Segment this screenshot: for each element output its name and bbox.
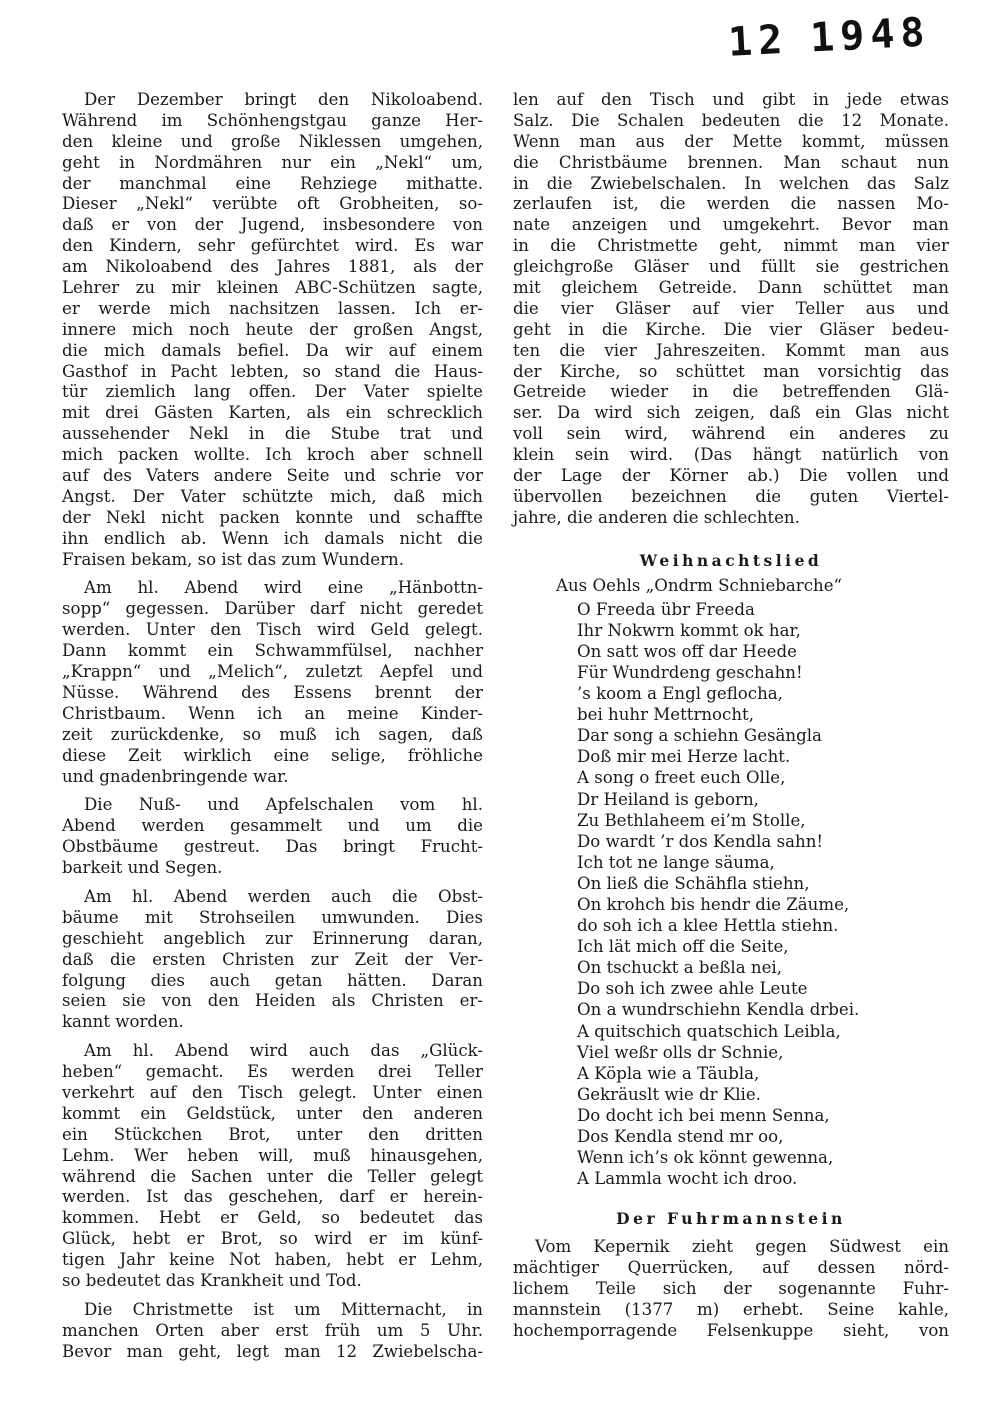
text-line: len auf den Tisch und gibt in jede etwas <box>513 90 949 109</box>
text-line: ’s koom a Engl geflocha, <box>577 684 783 704</box>
text-line: Dann kommt ein Schwammfülsel, nachher <box>62 641 483 661</box>
text-line: während die Sachen unter die Teller gelegt <box>62 1166 483 1186</box>
text-line: nate anzeigen und umgekehrt. Bevor man <box>513 215 949 235</box>
paragraph <box>62 887 483 1033</box>
text-line: Am hl. Abend wird eine „Hänbottn- <box>84 578 483 598</box>
text-line: mannstein (1377 m) erhebt. Seine kahle, <box>513 1300 949 1319</box>
text-line: tür ziemlich lang offen. Der Vater spielte <box>62 382 483 402</box>
text-line: jahre, die anderen die schlechten. <box>513 507 800 527</box>
text-line: klein sein wird. (Das hängt natürlich von <box>513 445 949 465</box>
text-line: seien sie von den Heiden als Christen er- <box>62 991 483 1011</box>
text-line: A song o freet euch Olle, <box>577 768 786 788</box>
poem-source: Aus Oehls „Ondrm Schniebarche“ <box>556 575 843 595</box>
text-line: kommen. Hebt er Geld, so bedeutet das <box>62 1208 483 1228</box>
text-line: On a wundrschiehn Kendla drbei. <box>577 1000 860 1020</box>
text-line: Gasthof in Pacht lebten, so stand die Haus- <box>62 361 483 381</box>
text-line: Bevor man geht, legt man 12 Zwiebelscha- <box>62 1341 483 1361</box>
text-line: mit drei Gästen Karten, als ein schrecklich <box>62 403 483 423</box>
text-line: mit gleichem Getreide. Dann schüttet man <box>513 278 949 298</box>
text-line: Do docht ich bei menn Senna, <box>577 1105 830 1125</box>
text-line: Obstbäume gestreut. Das bringt Frucht- <box>62 837 483 857</box>
text-line: Die Christmette ist um Mitternacht, in <box>84 1299 483 1319</box>
text-line: Wenn man aus der Mette kommt, müssen <box>513 131 949 151</box>
text-line: so bedeutet das Krankheit und Tod. <box>62 1270 362 1290</box>
archive-stamp <box>727 8 954 66</box>
paragraph <box>62 795 483 879</box>
stamp-number: 12 <box>726 16 790 66</box>
text-line: barkeit und Segen. <box>62 858 223 878</box>
paragraph <box>62 1041 483 1292</box>
text-line: bei huhr Mettrnocht, <box>577 705 754 725</box>
text-line: kannt worden. <box>62 1012 184 1032</box>
paragraph <box>62 578 483 787</box>
poem-title: Weihnachtslied <box>639 550 823 570</box>
text-line: in die Zwiebelschalen. In welchen das Salz <box>513 173 949 193</box>
text-line: On satt wos off dar Heede <box>577 641 797 661</box>
text-line: Lehrer zu mir kleinen ABC-Schützen sagte, <box>62 278 483 298</box>
text-line: den kleine und große Niklessen umgehen, <box>62 131 483 151</box>
text-line: aussehender Nekl in die Stube trat und <box>62 424 483 444</box>
text-line: Dos Kendla stend mr oo, <box>577 1127 784 1147</box>
text-line: Salz. Die Schalen bedeuten die 12 Monate. <box>513 110 949 130</box>
text-line: Wenn ich’s ok könnt gewenna, <box>577 1148 834 1168</box>
text-line: Do soh ich zwee ahle Leute <box>577 979 808 999</box>
text-line: Ihr Nokwrn kommt ok har, <box>577 620 801 640</box>
text-line: ihn endlich ab. Wenn ich damals nicht die <box>62 528 483 548</box>
text-line: Getreide wieder in die betreffenden Glä- <box>513 382 949 402</box>
text-line: hochemporragende Felsenkuppe sieht, von <box>513 1320 949 1340</box>
text-line: Am hl. Abend werden auch die Obst- <box>84 886 483 906</box>
text-line: do soh ich a klee Hettla stiehn. <box>577 916 839 936</box>
text-line: Glück, hebt er Brot, so wird er im künf- <box>62 1229 483 1249</box>
text-line: am Nikoloabend des Jahres 1881, als der <box>62 257 483 277</box>
text-line: ein Stückchen Brot, unter den dritten <box>62 1124 483 1144</box>
text-line: Dr Heiland is geborn, <box>577 789 759 809</box>
text-line: werden. Ist das geschehen, darf er herein- <box>62 1187 483 1207</box>
text-line: folgung dies auch getan hätten. Daran <box>62 970 483 990</box>
text-line: On tschuckt a beßla nei, <box>577 958 782 978</box>
text-line: er werde mich nachsitzen lassen. Ich er- <box>62 298 483 318</box>
paragraph <box>62 1300 483 1363</box>
text-line: Dieser „Nekl“ verübte oft Grobheiten, so- <box>62 194 483 214</box>
text-line: verkehrt auf den Tisch gelegt. Unter einen <box>62 1082 483 1102</box>
text-line: in die Christmette geht, nimmt man vier <box>513 236 949 256</box>
text-line: kommt ein Geldstück, unter den anderen <box>62 1103 483 1123</box>
text-line: Der Dezember bringt den Nikoloabend. <box>84 90 483 109</box>
stamp-year: 1948 <box>809 9 932 62</box>
text-line: werden. Unter den Tisch wird Geld gelegt. <box>62 620 483 640</box>
text-line: die mich damals befiel. Da wir auf einem <box>62 340 483 360</box>
text-line: auf des Vaters andere Seite und schrie vor <box>62 466 483 486</box>
text-line: voll sein wird, während ein anderes zu <box>513 424 949 444</box>
text-line: geht in die Kirche. Die vier Gläser bedeu- <box>513 319 949 339</box>
text-line: gleichgroße Gläser und füllt sie gestrichen <box>513 257 949 277</box>
text-line: übervollen bezeichnen die guten Viertel- <box>513 486 949 506</box>
poem <box>513 599 949 1190</box>
paragraph <box>62 90 483 570</box>
text-line: Do wardt ’r dos Kendla sahn! <box>577 831 824 851</box>
text-line: geht in Nordmähren nur ein „Nekl“ um, <box>62 152 483 172</box>
section-title: Der Fuhrmannstein <box>616 1209 846 1229</box>
left-column <box>62 90 483 1371</box>
text-line: der manchmal eine Rehziege mithatte. <box>62 173 483 193</box>
text-line: Dar song a schiehn Gesängla <box>577 726 822 746</box>
text-line: daß die ersten Christen zur Zeit der Ver- <box>62 949 483 969</box>
text-line: daß er von der Jugend, insbesondere von <box>62 215 483 235</box>
text-line: bäume mit Strohseilen umwunden. Dies <box>62 907 483 927</box>
continuation-paragraph <box>513 90 949 529</box>
text-line: Für Wundrdeng geschahn! <box>577 662 803 682</box>
text-line: „Krappn“ und „Melich“, zuletzt Aepfel und <box>62 662 483 682</box>
text-line: Während im Schönhengstgau ganze Her- <box>62 110 483 130</box>
text-line: mächtiger Querrücken, auf dessen nörd- <box>513 1258 949 1278</box>
text-line: Vom Kepernik zieht gegen Südwest ein <box>535 1237 949 1257</box>
text-line: Angst. Der Vater schützte mich, daß mich <box>62 486 483 506</box>
text-line: sopp“ gegessen. Darüber darf nicht geredet <box>62 599 483 619</box>
text-line: Doß mir mei Herze lacht. <box>577 747 791 767</box>
text-line: die Christbäume brennen. Man schaut nun <box>513 152 949 172</box>
text-line: Lehm. Wer heben will, muß hinausgehen, <box>62 1145 483 1165</box>
text-line: ser. Da wird sich zeigen, daß ein Glas nicht <box>513 403 949 423</box>
text-line: den Kindern, sehr gefürchtet wird. Es war <box>62 236 483 256</box>
text-line: Nüsse. Während des Essens brennt der <box>62 682 483 702</box>
text-line: Die Nuß- und Apfelschalen vom hl. <box>84 795 483 815</box>
text-line: der Lage der Körner ab.) Die vollen und <box>513 466 949 486</box>
text-line: heben“ gemacht. Es werden drei Teller <box>62 1062 483 1082</box>
section-paragraph <box>513 1237 949 1341</box>
text-line: Am hl. Abend wird auch das „Glück- <box>84 1041 483 1061</box>
text-line: O Freeda übr Freeda <box>577 599 755 619</box>
text-line: A quitschich quatschich Leibla, <box>577 1021 841 1041</box>
text-line: manchen Orten aber erst früh um 5 Uhr. <box>62 1320 483 1340</box>
text-line: Zu Bethlaheem ei’m Stolle, <box>577 810 806 830</box>
text-line: Abend werden gesammelt und um die <box>62 816 483 836</box>
text-line: tigen Jahr keine Not haben, hebt er Lehm, <box>62 1250 483 1270</box>
text-line: A Lammla wocht ich droo. <box>577 1169 798 1189</box>
text-line: der Nekl nicht packen konnte und schaffte <box>62 507 483 527</box>
text-line: und gnadenbringende war. <box>62 766 289 786</box>
text-line: A Köpla wie a Täubla, <box>577 1063 760 1083</box>
text-line: innere mich noch heute der großen Angst, <box>62 319 483 339</box>
text-line: Ich tot ne lange säuma, <box>577 852 775 872</box>
text-line: Viel weßr olls dr Schnie, <box>577 1042 784 1062</box>
text-line: der Kirche, so schüttet man vorsichtig das <box>513 361 949 381</box>
right-column <box>513 90 949 1350</box>
text-line: Ich lät mich off die Seite, <box>577 937 789 957</box>
text-line: Christbaum. Wenn ich an meine Kinder- <box>62 703 483 723</box>
text-line: On ließ die Schähfla stiehn, <box>577 873 810 893</box>
text-line: Gekräuslt wie dr Klie. <box>577 1084 761 1104</box>
text-line: mich packen wollte. Ich kroch aber schnell <box>62 445 483 465</box>
text-line: Fraisen bekam, so ist das zum Wundern. <box>62 549 405 569</box>
text-line: zeit zurückdenke, so muß ich sagen, daß <box>62 724 483 744</box>
text-line: diese Zeit wirklich eine selige, fröhliche <box>62 745 483 765</box>
text-line: geschieht angeblich zur Erinnerung daran, <box>62 928 483 948</box>
text-line: lichem Teile sich der sogenannte Fuhr- <box>513 1279 949 1299</box>
text-line: On krohch bis hendr die Zäume, <box>577 895 850 915</box>
text-line: ten die vier Jahreszeiten. Kommt man aus <box>513 340 949 360</box>
text-line: zerlaufen ist, die werden die nassen Mo- <box>513 194 949 214</box>
text-line: die vier Gläser auf vier Teller aus und <box>513 298 949 318</box>
